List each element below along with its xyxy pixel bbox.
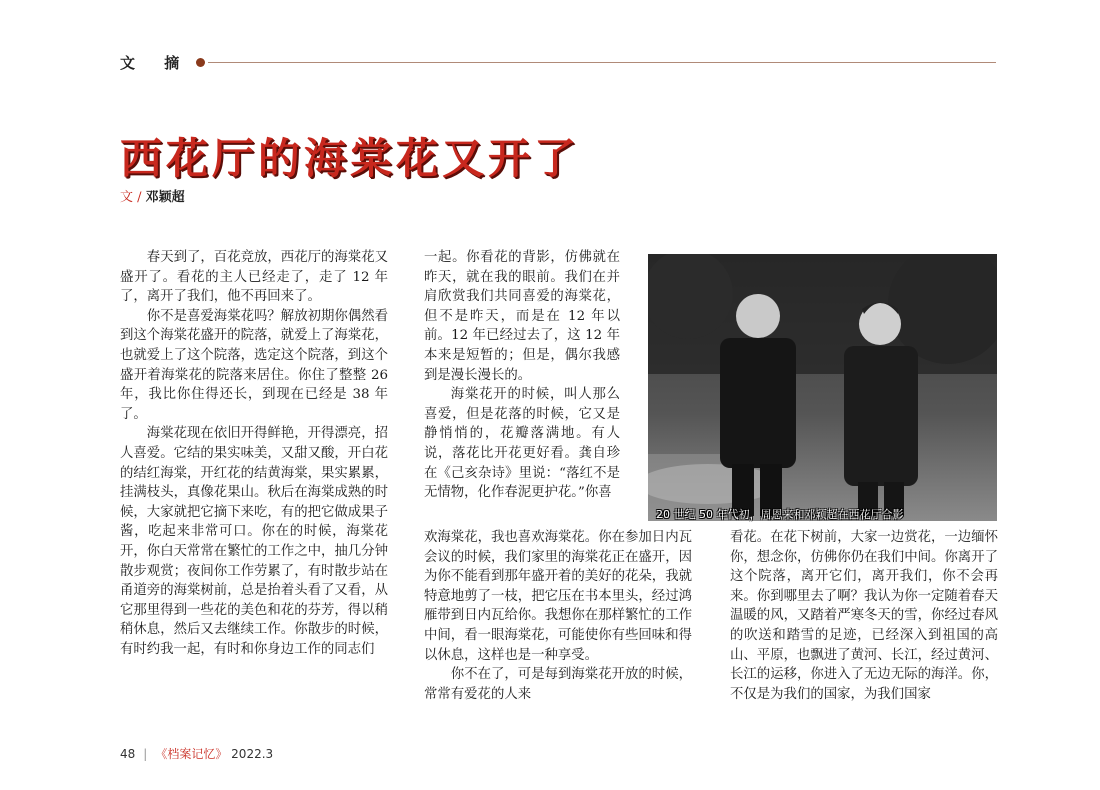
byline bbox=[120, 186, 185, 205]
page-number: 48 bbox=[120, 747, 136, 761]
paragraph: 海棠花现在依旧开得鲜艳，开得漂亮，招人喜爱。它结的果实味美，又甜又酸，开白花的结红海棠，开红花的结黄海棠，果实累累，挂满枝头，真像花果山。秋后在海棠成熟的时候，大家就把它摘下来吃，有的把它做成果子酱，吃起来非常可口。你在的时候，海棠花开，你白天常常在繁忙的工作之中，抽几分钟散步观赏；夜间你工作劳累了，有时散步站在甬道旁的海棠树前，总是抬着头看了又看，从它那里得到一些花的美色和花的芬芳，得以稍稍休息，然后又去继续工作。你散步的时候，有时约我一起，有时和你身边工作的同志们 bbox=[120, 426, 388, 657]
paragraph: 一起。你看花的背影，仿佛就在昨天，就在我的眼前。我们在并肩欣赏我们共同喜爱的海棠花，但不是昨天，而是在 12 年以前。12 年已经过去了，这 12 年本来是短暂的；但是，偶尔我感到是漫长漫长的。 bbox=[424, 250, 620, 383]
magazine-name: 《档案记忆》 bbox=[155, 747, 228, 761]
paragraph: 你不是喜爱海棠花吗？解放初期你偶然看到这个海棠花盛开的院落，就爱上了海棠花，也就爱上了这个院落，选定这个院落，到这个盛开着海棠花的院落来居住。你住了整整 26 年，我比你住得还长，到现在已经是 38 年了。 bbox=[120, 308, 388, 422]
photo-illustration bbox=[648, 254, 997, 521]
historical-photo bbox=[648, 254, 997, 521]
section-dot bbox=[196, 58, 205, 67]
paragraph: 看花。在花下树前，大家一边赏花，一边缅怀你，想念你，仿佛你仍在我们中间。你离开了这个院落，离开它们，离开我们，你不会再来。你到哪里去了啊？我认为你一定随着春天温暖的风，又踏着严寒冬天的雪，你经过春风的吹送和踏雪的足迹，已经深入到祖国的高山、平原，也飘进了黄河、长江，经过黄河、长江的运移，你进入了无边无际的海洋。你，不仅是为我们的国家，为我们国家 bbox=[730, 530, 998, 702]
header-rule bbox=[208, 62, 996, 63]
paragraph: 欢海棠花，我也喜欢海棠花。你在参加日内瓦会议的时候，我们家里的海棠花正在盛开，因为你不能看到那年盛开着的美好的花朵，我就特意地剪了一枝，把它压在书本里头，经过鸿雁带到日内瓦给你。我想你在那样繁忙的工作中间，看一眼海棠花，可能使你有些回味和得以休息，这样也是一种享受。 bbox=[424, 530, 692, 663]
text-column-3 bbox=[730, 528, 998, 734]
text-column-2-bottom bbox=[424, 528, 692, 734]
paragraph: 你不在了，可是每到海棠花开放的时候，常常有爱花的人来 bbox=[424, 667, 692, 702]
section-label: 文 摘 bbox=[120, 54, 192, 72]
author-name: 邓颖超 bbox=[145, 190, 185, 205]
byline-prefix: 文 / bbox=[120, 190, 142, 205]
article-title: 西花厅的海棠花又开了 bbox=[120, 134, 581, 183]
text-column-1 bbox=[120, 248, 388, 734]
paragraph: 海棠花开的时候，叫人那么喜爱，但是花落的时候，它又是静悄悄的，花瓣落满地。有人说，落花比开花更好看。龚自珍在《己亥杂诗》里说：“落红不是无情物，化作春泥更护花。”你喜 bbox=[424, 387, 620, 501]
issue-number: 2022.3 bbox=[231, 747, 274, 761]
paragraph: 春天到了，百花竞放，西花厅的海棠花又盛开了。看花的主人已经走了，走了 12 年了，离开了我们，他不再回来了。 bbox=[120, 250, 388, 305]
text-column-2-top bbox=[424, 248, 620, 523]
footer-separator: | bbox=[143, 747, 148, 761]
photo-caption: 20 世纪 50 年代初，周恩来和邓颖超在西花厅合影 bbox=[656, 508, 904, 521]
page-footer bbox=[120, 745, 273, 762]
